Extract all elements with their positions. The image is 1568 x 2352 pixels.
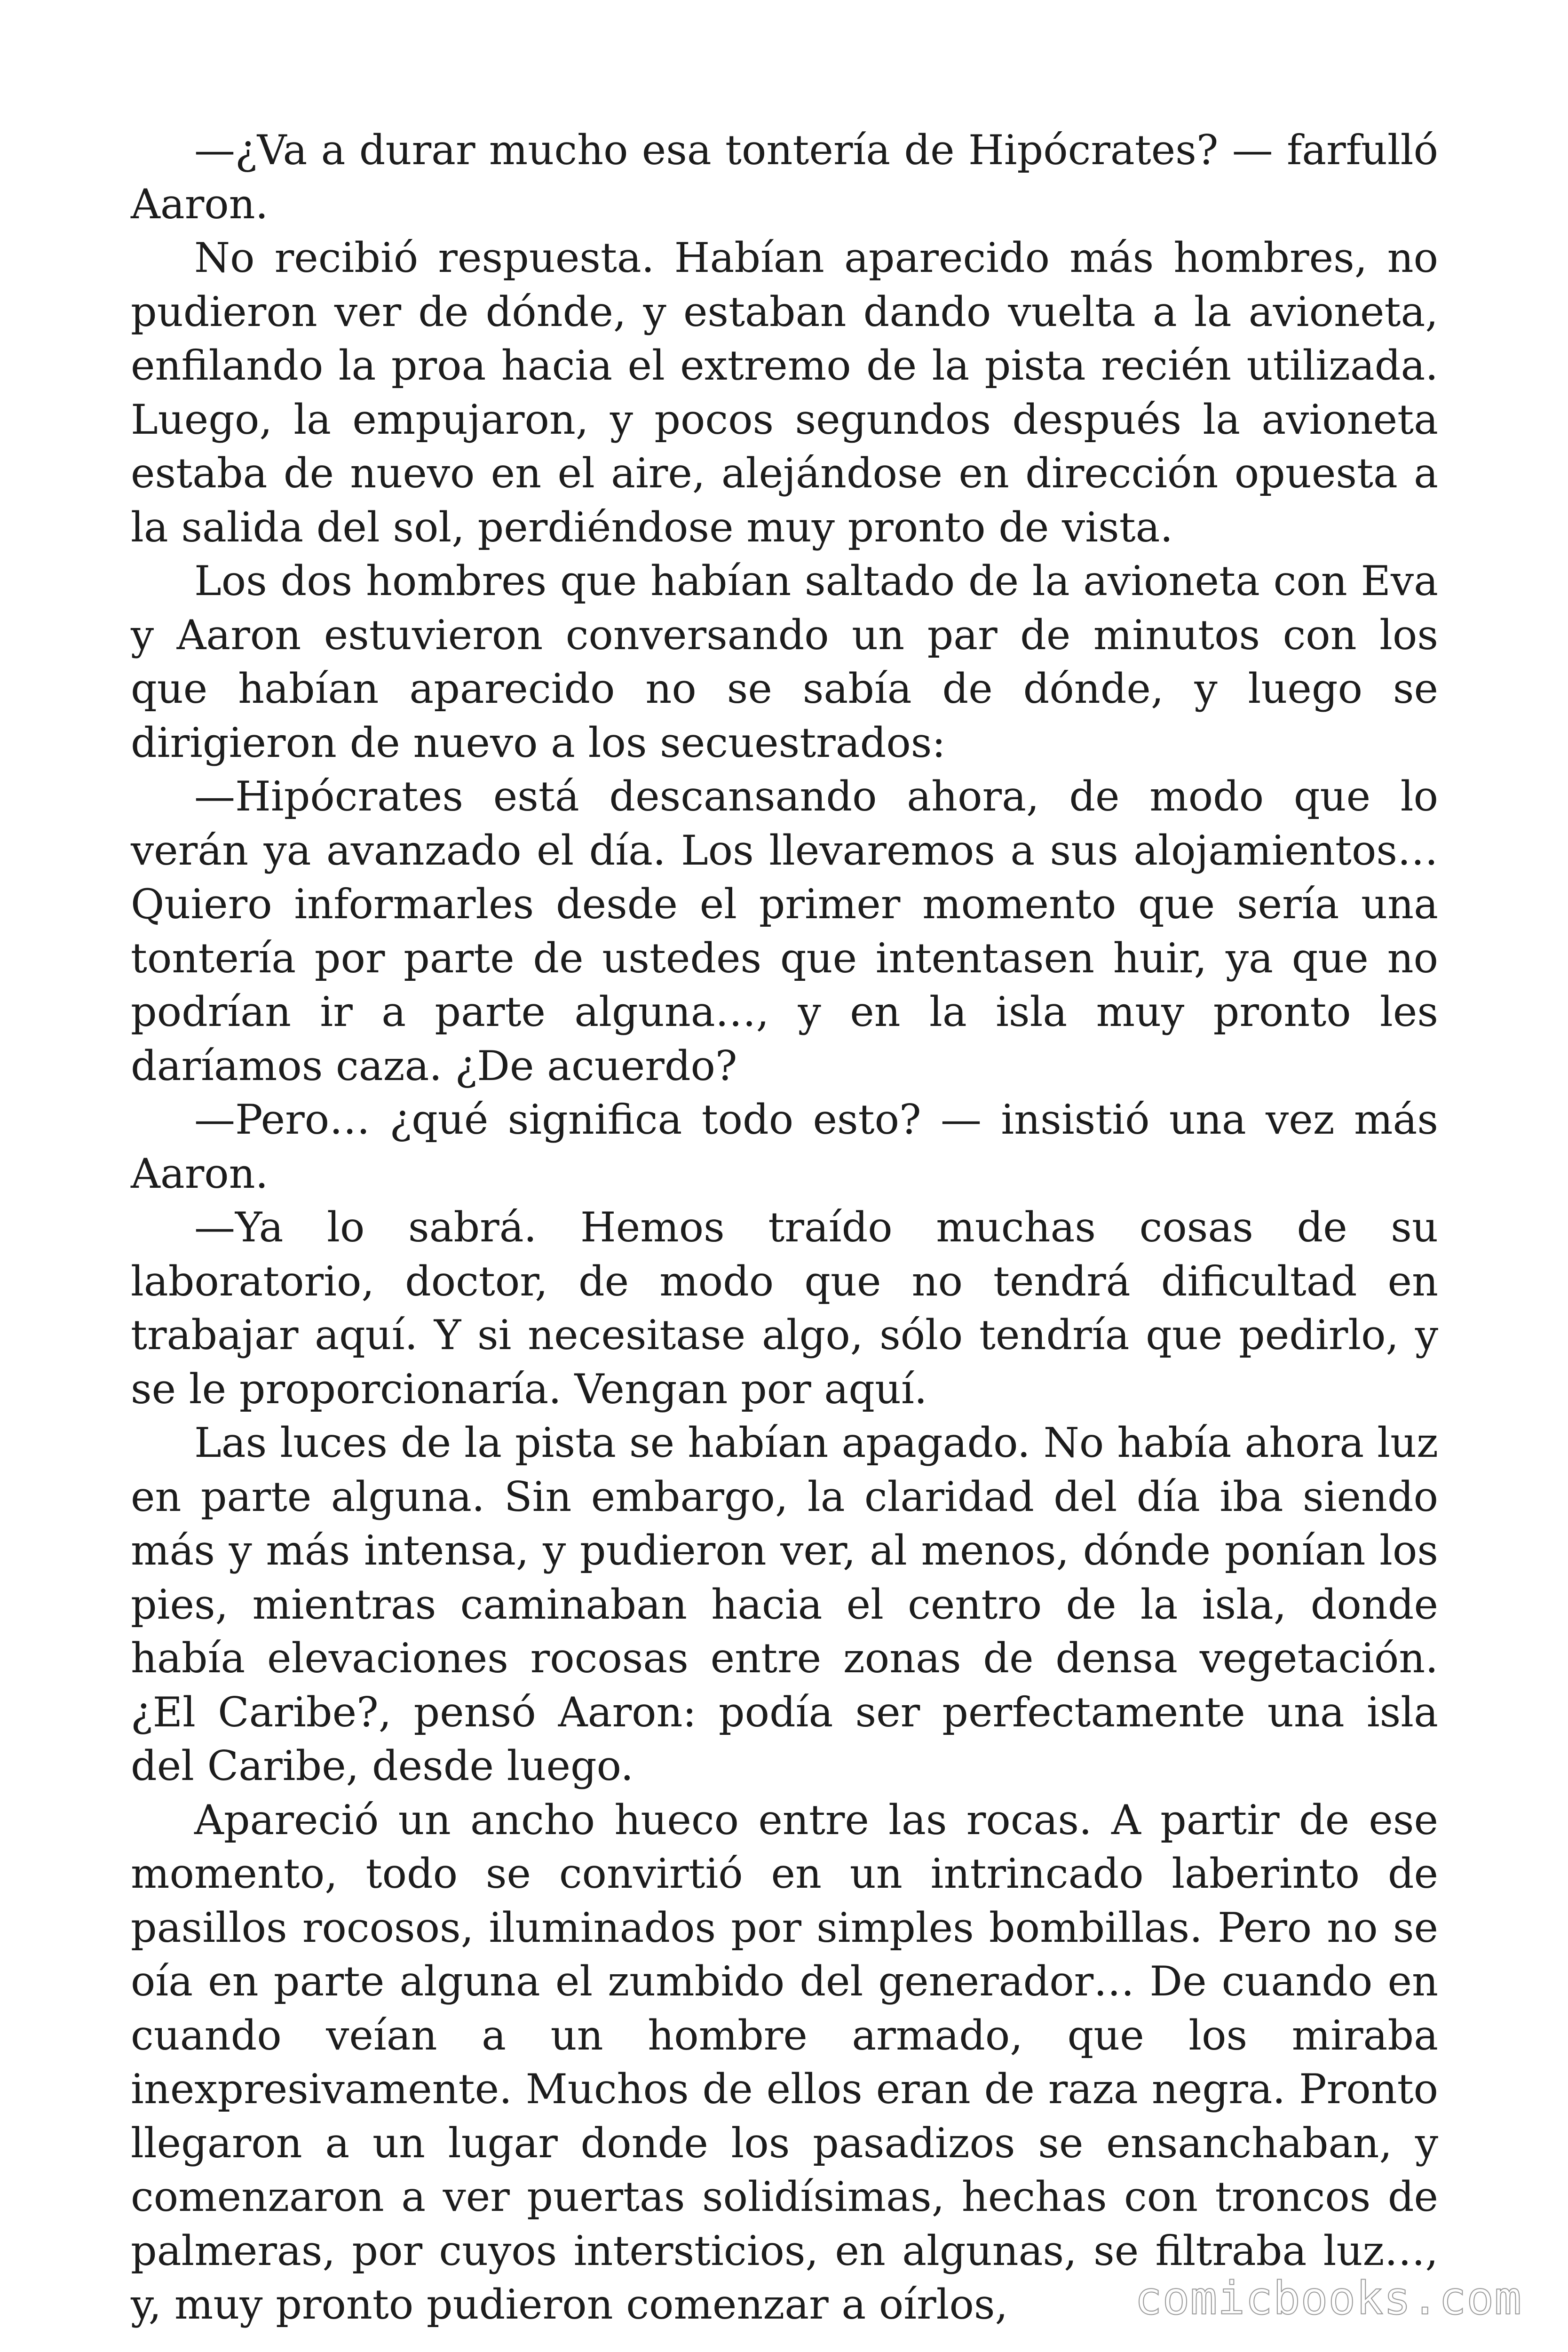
paragraph: Las luces de la pista se habían apagado. No había ahora luz en parte alguna. Sin embargo, la claridad del día iba siendo más y más intensa, y pudieron ver, al menos, dónde ponían los pies, mientras caminaban hacia el centro de la isla, donde había elevaciones rocosas entre zonas de densa vegetación. ¿El Caribe?, pensó Aaron: podía ser perfectamente una isla del Caribe, desde luego.: [131, 1419, 1438, 1790]
paragraph: —¿Va a durar mucho esa tontería de Hipócrates? — farfulló Aaron.: [131, 126, 1438, 228]
paragraph: No recibió respuesta. Habían aparecido más hombres, no pudieron ver de dónde, y estaban dando vuelta a la avioneta, enfilando la proa hacia el extremo de la pista recién utilizada. Luego, la empujaron, y pocos segundos después la avioneta estaba de nuevo en el aire, alejándose en dirección opuesta a la salida del sol, perdiéndose muy pronto de vista.: [131, 234, 1438, 551]
paragraph: —Pero… ¿qué significa todo esto? — insistió una vez más Aaron.: [131, 1096, 1438, 1198]
site-watermark: comicbooks.com: [1134, 2272, 1522, 2325]
paragraph: —Hipócrates está descansando ahora, de modo que lo verán ya avanzado el día. Los llevaremos a sus alojamientos… Quiero informarles desde el primer momento que sería una tontería por parte de ustedes que intentasen huir, ya que no podrían ir a parte alguna…, y en la isla muy pronto les daríamos caza. ¿De acuerdo?: [131, 772, 1438, 1090]
paragraph: Los dos hombres que habían saltado de la avioneta con Eva y Aaron estuvieron conversando un par de minutos con los que habían aparecido no se sabía de dónde, y luego se dirigieron de nuevo a los secuestrados:: [131, 557, 1438, 767]
paragraph: —Ya lo sabrá. Hemos traído muchas cosas de su laboratorio, doctor, de modo que no tendrá dificultad en trabajar aquí. Y si necesitase algo, sólo tendría que pedirlo, y se le proporcionaría. Vengan por aquí.: [131, 1203, 1438, 1413]
book-page-text: [131, 123, 1438, 2332]
paragraph-last: Apareció un ancho hueco entre las rocas. A partir de ese momento, todo se convirtió en un intrincado laberinto de pasillos rocosos, iluminados por simples bombillas. Pero no se oía en parte alguna el zumbido del generador… De cuando en cuando veían a un hombre armado, que los miraba inexpresivamente. Muchos de ellos eran de raza negra. Pronto llegaron a un lugar donde los pasadizos se ensanchaban, y comenzaron a ver puertas solidísimas, hechas con troncos de palmeras, por cuyos intersticios, en algunas, se filtraba luz…, y, muy pronto pudieron comenzar a oírlos,: [131, 1796, 1438, 2328]
